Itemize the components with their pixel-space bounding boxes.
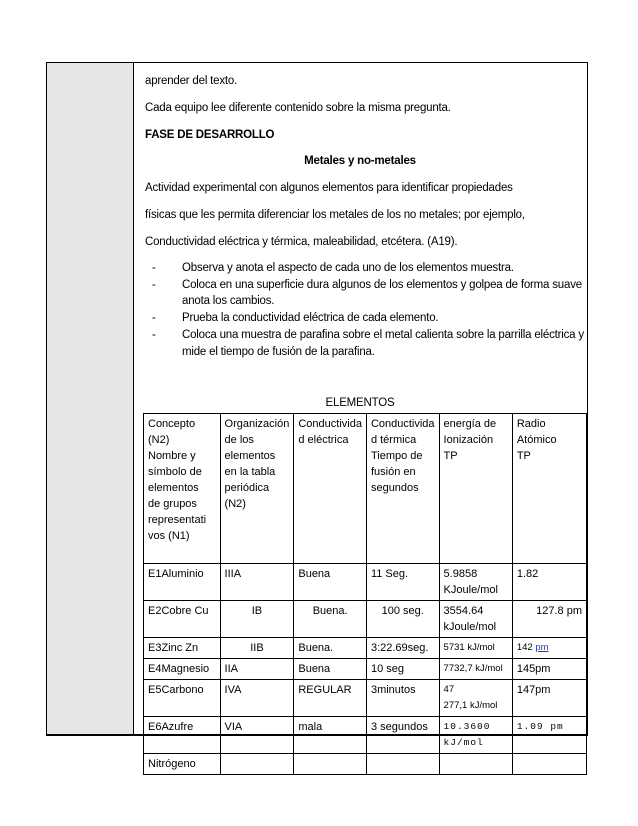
atomic-radius-cell: 1.09 pm [512,717,586,754]
ionization-energy-cell: 5731 kJ/mol [439,638,512,659]
element-name-cell: E1Aluminio [144,564,221,601]
electric-conductivity-cell: Buena. [294,638,367,659]
group-cell: IIB [220,638,294,659]
electric-conductivity-cell: mala [294,717,367,754]
intro-line-1: aprender del texto. [145,75,238,87]
group-cell [220,754,294,775]
ionization-energy-cell: 7732,7 kJ/mol [439,659,512,680]
ionization-energy-cell: 47 277,1 kJ/mol [439,680,512,717]
table-title: ELEMENTOS [325,397,395,409]
electric-conductivity-cell: Buena [294,659,367,680]
thermal-conductivity-cell: 11 Seg. [366,564,439,601]
table-row [144,564,587,601]
radius-value: 142 [516,642,533,653]
table-row [144,601,587,638]
electric-conductivity-cell: Buena. [294,601,367,638]
atomic-radius-cell: 1.82 [512,564,586,601]
left-shaded-column [47,63,134,734]
table-row [144,638,587,659]
header-cell: energía de Ionización TP [439,414,512,564]
electric-conductivity-cell: REGULAR [294,680,367,717]
bullet-3: Prueba la conductividad eléctrica de cada elemento. [182,312,439,324]
elements-table [143,413,587,775]
thermal-conductivity-cell: 3 segundos [366,717,439,754]
bullet-marker: - [152,262,156,274]
activity-line-3: Conductividad eléctrica y térmica, maleabilidad, etcétera. (A19). [145,236,458,248]
element-name-cell: E5Carbono [144,680,221,717]
bullet-marker: - [152,329,156,341]
table-header-row [144,414,587,564]
bullet-marker: - [152,312,156,324]
group-cell: IB [220,601,294,638]
element-name-cell: E2Cobre Cu [144,601,221,638]
section-title: Metales y no-metales [304,155,416,167]
table-row [144,659,587,680]
group-cell: IIA [220,659,294,680]
thermal-conductivity-cell: 3minutos [366,680,439,717]
thermal-conductivity-cell: 3:22.69seg. [366,638,439,659]
atomic-radius-cell [512,754,586,775]
bullet-2: Coloca en una superficie dura algunos de los elementos y golpea de forma suave [182,279,582,291]
thermal-conductivity-cell [366,754,439,775]
group-cell: IIIA [220,564,294,601]
atomic-radius-cell: 147pm [512,680,586,717]
element-name-cell: Nitrógeno [144,754,221,775]
bullet-marker: - [152,279,156,291]
thermal-conductivity-cell: 10 seg [366,659,439,680]
electric-conductivity-cell [294,754,367,775]
element-name-cell: E4Magnesio [144,659,221,680]
bullet-4: Coloca una muestra de parafina sobre el metal calienta sobre la parrilla eléctrica y [182,329,584,341]
activity-line-1: Actividad experimental con algunos elementos para identificar propiedades [145,182,513,194]
atomic-radius-cell [512,638,586,659]
ionization-energy-cell [439,754,512,775]
ionization-energy-cell: 5.9858 KJoule/mol [439,564,512,601]
table-row [144,680,587,717]
group-cell: VIA [220,717,294,754]
electric-conductivity-cell: Buena [294,564,367,601]
header-cell: Concepto (N2) Nombre y símbolo de elementos de grupos representati vos (N1) [144,414,221,564]
activity-line-2: físicas que les permita diferenciar los metales de los no metales; por ejemplo, [145,209,525,221]
thermal-conductivity-cell: 100 seg. [366,601,439,638]
ionization-energy-cell: 10.3600 kJ/mol [439,717,512,754]
bullet-4-cont: mide el tiempo de fusión de la parafina. [182,346,375,358]
header-cell: Conductivida d eléctrica [294,414,367,564]
intro-line-2: Cada equipo lee diferente contenido sobre la misma pregunta. [145,102,451,114]
header-cell: Conductivida d térmica Tiempo de fusión en segundos [366,414,439,564]
phase-title: FASE DE DESARROLLO [145,129,275,141]
atomic-radius-cell: 145pm [512,659,586,680]
bullet-2-cont: anota los cambios. [182,295,275,307]
ionization-energy-cell: 3554.64 kJoule/mol [439,601,512,638]
group-cell: IVA [220,680,294,717]
element-name-cell: E3Zinc Zn [144,638,221,659]
header-cell: Organización de los elementos en la tabla periódica (N2) [220,414,294,564]
pm-link[interactable]: pm [535,642,549,653]
atomic-radius-cell: 127.8 pm [512,601,586,638]
bullet-1: Observa y anota el aspecto de cada uno de los elementos muestra. [182,262,514,274]
element-name-cell: E6Azufre [144,717,221,754]
header-cell: Radio Atómico TP [512,414,586,564]
table-row [144,717,587,754]
lesson-table [46,62,588,770]
table-row [144,754,587,775]
